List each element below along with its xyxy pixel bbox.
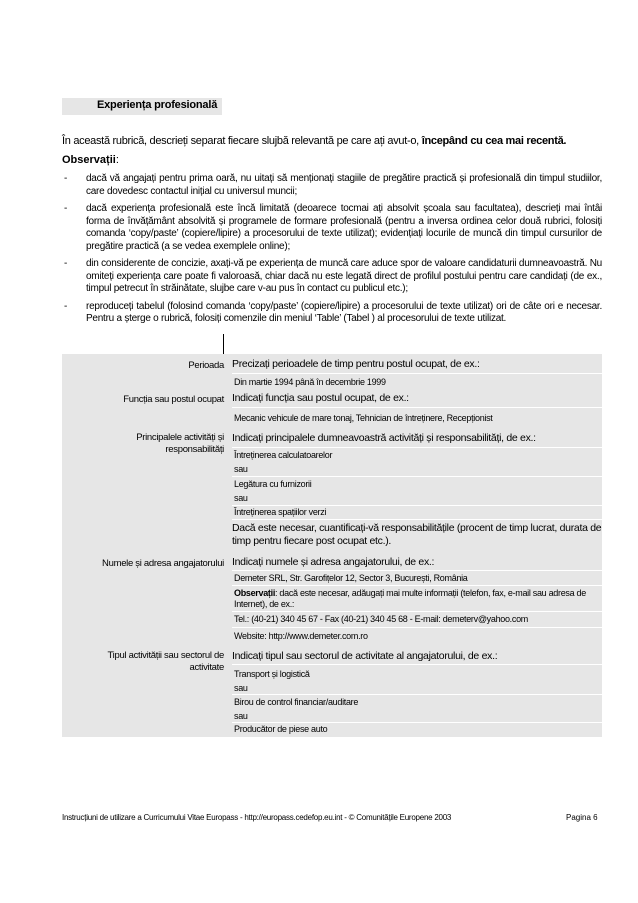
intro-paragraph — [62, 135, 602, 147]
list-item: - dacă vă angajați pentru prima oară, nu uitați să menționați stagiile de pregătire practică și profesională din timpul studiilor, care dovedesc contactul inițial cu universul muncii; — [64, 173, 602, 197]
activity-separator: sau — [234, 493, 248, 503]
activities-label-line1: Principalele activități și — [136, 432, 224, 443]
employer-obs-line2: Internet), de ex.: — [234, 599, 295, 609]
row-divider — [232, 627, 602, 628]
section-title: Experiența profesională — [97, 99, 218, 111]
activity-separator: sau — [234, 464, 248, 474]
sector-label-line2: activitate — [189, 662, 224, 673]
activities-label-line2: responsabilități — [165, 444, 224, 455]
employer-website: Website: http://www.demeter.com.ro — [234, 631, 368, 641]
row-divider — [232, 373, 602, 374]
position-label: Funcția sau postul ocupat — [123, 394, 224, 405]
list-item-text: dacă experiența profesională este încă limitată (deoarece tocmai ați absolvit școala sau facultatea), descrieți mai întâi forma de învățământ absolvită și programele de formare profesională (pentru a inversa ordinea celor două rubrici, folosiți comanda ‘copy/paste’ (copiere/lipire) a procesorului de texte utilizat); evidențiați locurile de muncă din timpul cursurilor de pregătire practică (a se vedea exemplele online); — [86, 203, 602, 252]
row-divider — [232, 722, 602, 723]
activity-item: Întreținerea calculatoarelor — [234, 450, 333, 460]
observations-heading — [62, 154, 119, 166]
activities-label — [136, 432, 224, 456]
list-item: - reproduceți tabelul (folosind comanda ‘copy/paste’ (copiere/lipire) a procesorului de texte utilizat) ori de câte ori e necesar. Pentru a șterge o rubrică, folosiți comenzile din meniul ‘Table’ (Tabel ) al procesorului de texte utilizat. — [64, 300, 602, 324]
list-item: - din considerente de concizie, axați-vă pe experiența de muncă care aduce spor de valoare candidaturii dumneavoastră. Nu omiteți experiența care poate fi valoroasă, chiar dacă nu este legată direct de profilul postului pentru care candidați (de ex., timpul petrecut în străinătate, slujbe care v-au pus în contact cu publicul etc.); — [64, 258, 602, 294]
column-divider — [223, 334, 224, 354]
sector-item: Transport și logistică — [234, 669, 310, 679]
sector-label-line1: Tipul activității sau sectorul de — [107, 650, 224, 661]
employer-observations — [234, 588, 602, 610]
list-item: - dacă experiența profesională este încă limitată (deoarece tocmai ați absolvit școala sau facultatea), descrieți mai întâi forma de învățământ absolvită și programele de formare profesională (pentru a inversa ordinea celor două rubrici, folosiți comanda ‘copy/paste’ (copiere/lipire) a procesorului de texte utilizat); evidențiați locurile de muncă din timpul cursurilor de pregătire practică (a se vedea exemplele online); — [64, 203, 602, 252]
intro-emphasis: începând cu cea mai recentă. — [421, 135, 567, 147]
period-instruction: Precizați perioadele de timp pentru postul ocupat, de ex.: — [232, 358, 480, 370]
sector-label — [108, 650, 224, 674]
list-item-text: reproduceți tabelul (folosind comanda ‘copy/paste’ (copiere/lipire) a procesorului de texte utilizat) ori de câte ori e necesar. Pentru a șterge o rubrică, folosiți comenzile din meniul ‘Table’ (Tabel ) al procesorului de texte utilizat. — [86, 300, 602, 324]
list-item-text: din considerente de concizie, axați-vă pe experiența de muncă care aduce spor de valoare candidaturii dumneavoastră. Nu omiteți experiența care poate fi valoroasă, chiar dacă nu este legată direct de profilul postului pentru care candidați (de ex., timpul petrecut în străinătate, slujbe care v-au pus în contact cu publicul etc.); — [86, 258, 602, 294]
observations-label: Observații — [62, 154, 116, 166]
activities-note — [232, 522, 602, 548]
employer-obs-label: Observații — [234, 588, 276, 598]
row-divider — [232, 611, 602, 612]
employer-instruction: Indicați numele și adresa angajatorului, de ex.: — [232, 556, 435, 568]
row-divider — [232, 519, 602, 520]
row-divider — [232, 505, 602, 506]
row-divider — [232, 407, 602, 408]
sector-item: Birou de control financiar/auditare — [234, 697, 359, 707]
row-divider — [232, 570, 602, 571]
sector-item: Producător de piese auto — [234, 724, 328, 734]
position-example: Mecanic vehicule de mare tonaj, Tehnician de întreținere, Recepționist — [234, 413, 493, 423]
observations-list — [62, 173, 602, 331]
sector-separator: sau — [234, 683, 248, 693]
employer-label: Numele și adresa angajatorului — [102, 558, 224, 569]
row-divider — [232, 694, 602, 695]
position-instruction: Indicați funcția sau postul ocupat, de ex.: — [232, 392, 409, 404]
activities-instruction: Indicați principalele dumneavoastră activități și responsabilități, de ex.: — [232, 432, 536, 444]
activities-note-line1: Dacă este necesar, cuantificați-vă responsabilitățile (procent de timp lucrat, durata de — [232, 522, 602, 534]
intro-text: În această rubrică, descrieți separat fiecare slujbă relevantă pe care ați avut-o, — [62, 135, 422, 147]
row-divider — [232, 476, 602, 477]
row-divider — [232, 447, 602, 448]
period-example: Din martie 1994 până în decembrie 1999 — [234, 377, 386, 387]
sector-separator: sau — [234, 711, 248, 721]
list-item-text: dacă vă angajați pentru prima oară, nu uitați să menționați stagiile de pregătire practică și profesională din timpul studiilor, care dovedesc contactul inițial cu universul muncii; — [86, 173, 602, 197]
employer-obs-line1: : dacă este necesar, adăugați mai multe informații (telefon, fax, e-mail sau adresa de — [275, 588, 586, 598]
observations-colon: : — [115, 154, 119, 166]
sector-instruction: Indicați tipul sau sectorul de activitate al angajatorului, de ex.: — [232, 650, 498, 662]
employer-example: Demeter SRL, Str. Garofițelor 12, Sector 3, București, România — [234, 573, 468, 583]
footer-text: Instrucțiuni de utilizare a Curricumului Vitae Europass - http://europass.cedefop.eu.int - © Comunitățile Europene 2003 — [62, 813, 452, 822]
activity-item: Legătura cu furnizorii — [234, 479, 312, 489]
activity-item: Întreținerea spațiilor verzi — [234, 507, 327, 517]
row-divider — [232, 664, 602, 665]
page-number: Pagina 6 — [566, 813, 598, 822]
row-divider — [232, 585, 602, 586]
employer-contact: Tel.: (40-21) 340 45 67 - Fax (40-21) 340 45 68 - E-mail: demeterv@yahoo.com — [234, 614, 528, 624]
period-label: Perioada — [188, 360, 224, 371]
activities-note-line2: timp pentru fiecare post ocupat etc.). — [232, 535, 392, 547]
